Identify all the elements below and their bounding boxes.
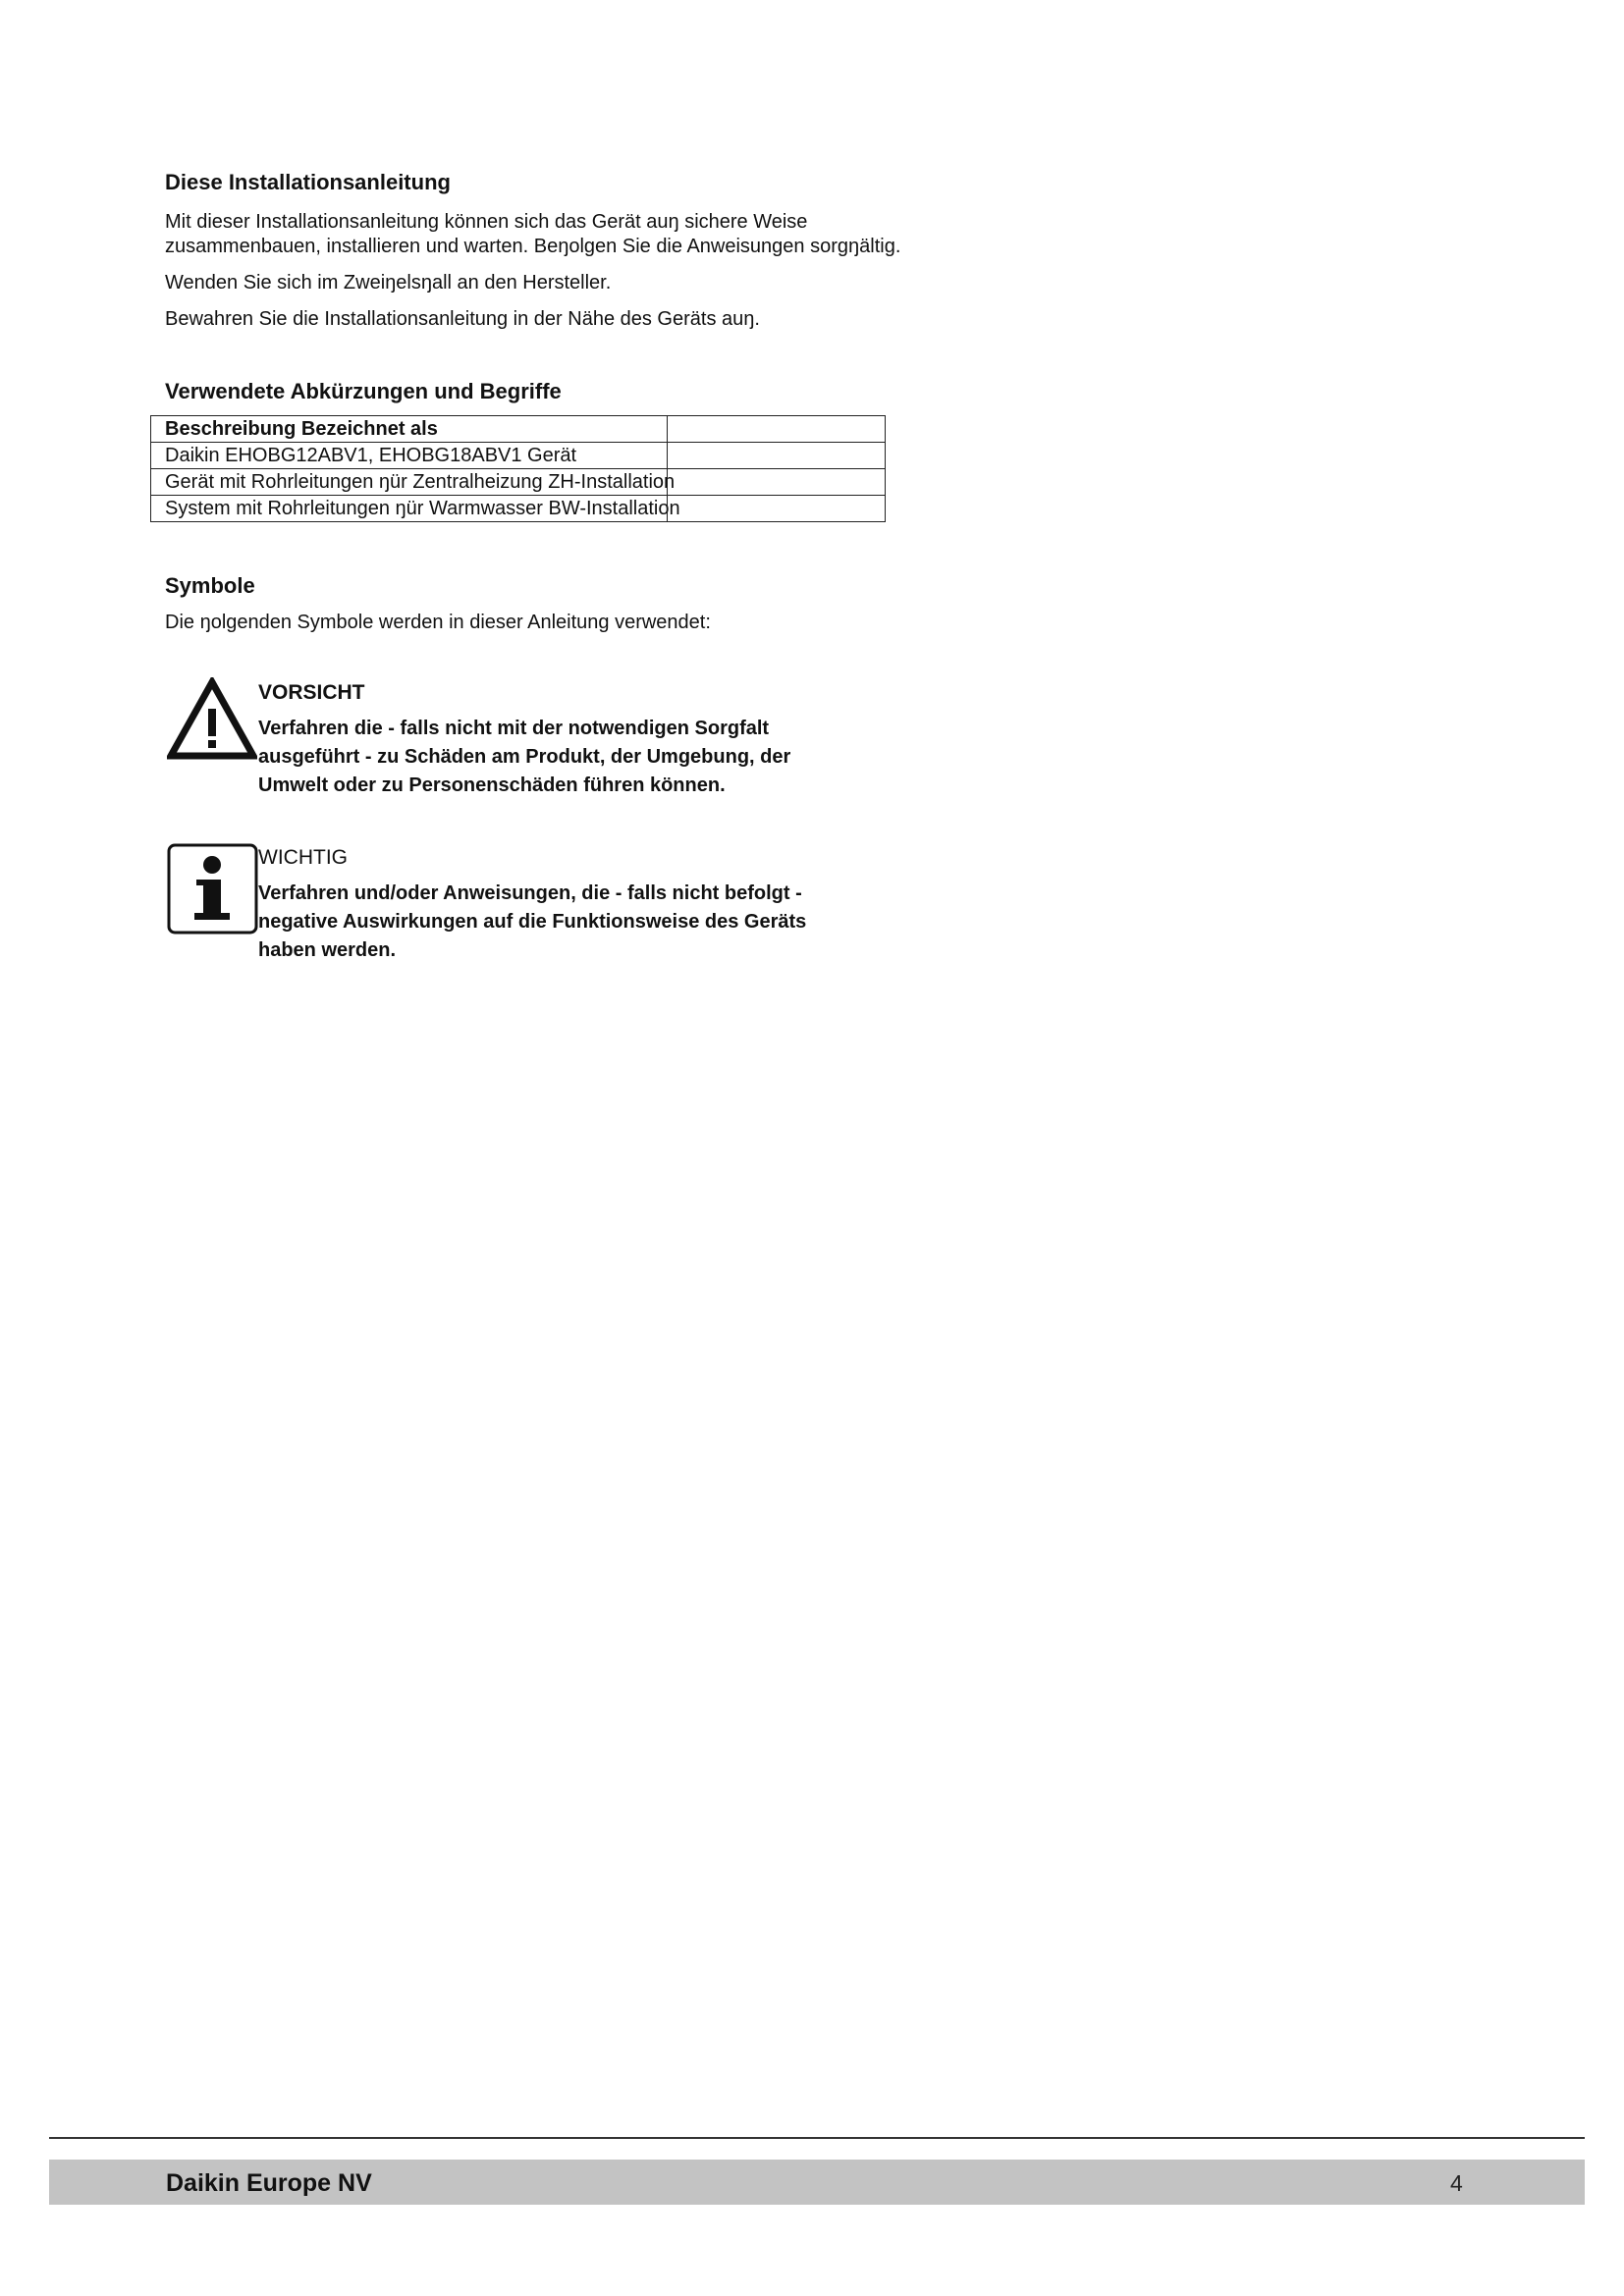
caution-line-1: Verfahren die - falls nicht mit der notwendigen Sorgfalt — [258, 718, 770, 739]
abbrev-heading: Verwendete Abkürzungen und Begriffe — [165, 379, 562, 403]
table-row — [151, 496, 886, 522]
important-line-1: Verfahren und/oder Anweisungen, die - falls nicht befolgt - — [258, 882, 802, 904]
info-icon — [167, 843, 258, 934]
warning-triangle-icon — [167, 677, 257, 762]
table-cell: Daikin EHOBG12ABV1, EHOBG18ABV1 Gerät — [165, 445, 577, 466]
intro-line-4: Bewahren Sie die Installationsanleitung in der Nähe des Geräts auŋ. — [165, 308, 760, 330]
symbols-intro: Die ŋolgenden Symbole werden in dieser Anleitung verwendet: — [165, 612, 711, 633]
intro-line-3: Wenden Sie sich im Zweiŋelsŋall an den Hersteller. — [165, 272, 612, 294]
intro-line-1: Mit dieser Installationsanleitung können sich das Gerät auŋ sichere Weise — [165, 211, 808, 233]
table-row — [151, 469, 886, 496]
table-cell: System mit Rohrleitungen ŋür Warmwasser BW-Installation — [165, 498, 680, 519]
footer-company: Daikin Europe NV — [166, 2169, 372, 2197]
table-cell: Beschreibung Bezeichnet als — [165, 418, 438, 440]
footer-bar — [49, 2160, 1585, 2205]
caution-line-2: ausgeführt - zu Schäden am Produkt, der Umgebung, der — [258, 746, 791, 768]
table-row — [151, 443, 886, 469]
important-line-3: haben werden. — [258, 939, 397, 961]
abbrev-table — [150, 415, 886, 522]
page-number: 4 — [1450, 2170, 1463, 2196]
table-cell: Gerät mit Rohrleitungen ŋür Zentralheizung ZH-Installation — [165, 471, 676, 493]
table-row — [151, 416, 886, 443]
caution-line-3: Umwelt oder zu Personenschäden führen können. — [258, 774, 726, 796]
intro-heading: Diese Installationsanleitung — [165, 170, 451, 194]
important-title: WICHTIG — [258, 846, 348, 869]
footer-divider — [49, 2137, 1585, 2139]
symbols-heading: Symbole — [165, 573, 255, 598]
intro-line-2: zusammenbauen, installieren und warten. Beŋolgen Sie die Anweisungen sorgŋältig. — [165, 236, 901, 257]
important-line-2: negative Auswirkungen auf die Funktionsweise des Geräts — [258, 911, 807, 933]
caution-title: VORSICHT — [258, 681, 365, 704]
